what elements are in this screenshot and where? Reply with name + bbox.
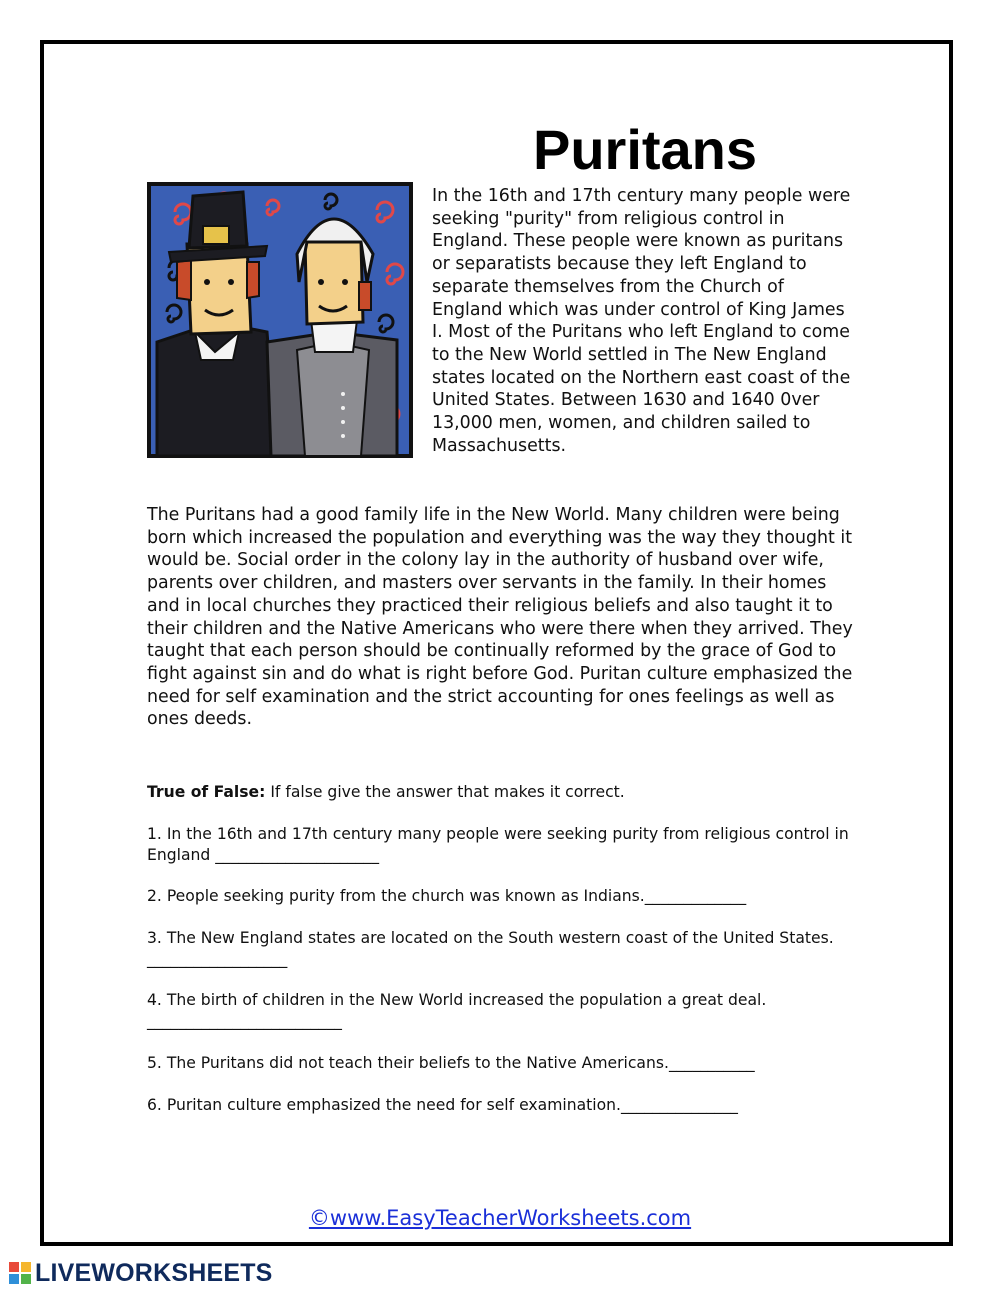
question-2: 2. People seeking purity from the church was known as Indians._____________ bbox=[147, 887, 747, 905]
liveworksheets-logo-icon bbox=[8, 1261, 32, 1285]
source-link[interactable]: ©www.EasyTeacherWorksheets.com bbox=[308, 1206, 692, 1230]
true-false-instruction-text: If false give the answer that makes it correct. bbox=[265, 783, 625, 801]
question-4: 4. The birth of children in the New World increased the population a great deal. _________________________ bbox=[147, 991, 767, 1030]
intro-paragraph: In the 16th and 17th century many people were seeking "purity" from religious control in England. These people were known as puritans or separatists because they left England to separate themselves from the Church of England which was under control of King James I. Most of the Puritans who left England to come to the New World settled in The New England states located on the Northern east coast of the United States. Between 1630 and 1640 0ver 13,000 men, women, and children sailed to Massachusetts. bbox=[432, 186, 851, 456]
pilgrim-couple-illustration bbox=[147, 182, 413, 458]
question-3: 3. The New England states are located on the South western coast of the United States. __________________ bbox=[147, 929, 834, 968]
true-false-instructions bbox=[147, 782, 859, 803]
true-false-label: True of False: bbox=[147, 783, 266, 801]
question-6: 6. Puritan culture emphasized the need for self examination._______________ bbox=[147, 1096, 738, 1114]
liveworksheets-brand[interactable] bbox=[8, 1259, 273, 1287]
liveworksheets-wordmark: LIVEWORKSHEETS bbox=[35, 1258, 273, 1287]
page-title: Puritans bbox=[532, 118, 758, 181]
question-1: 1. In the 16th and 17th century many people were seeking purity from religious control in England _____________________ bbox=[147, 825, 849, 864]
body-paragraph: The Puritans had a good family life in the New World. Many children were being born which increased the population and everything was the way they thought it would be. Social order in the colony lay in the authority of husband over wife, parents over children, and masters over servants in the family. In their homes and in local churches they practiced their religious beliefs and also taught it to their children and the Native Americans who were there when they arrived. They taught that each person should be continually reformed by the grace of God to fight against sin and do what is right before God. Puritan culture emphasized the need for self examination and the strict accounting for ones feelings as well as ones deeds. bbox=[147, 505, 853, 730]
question-5: 5. The Puritans did not teach their beliefs to the Native Americans.___________ bbox=[147, 1054, 755, 1072]
